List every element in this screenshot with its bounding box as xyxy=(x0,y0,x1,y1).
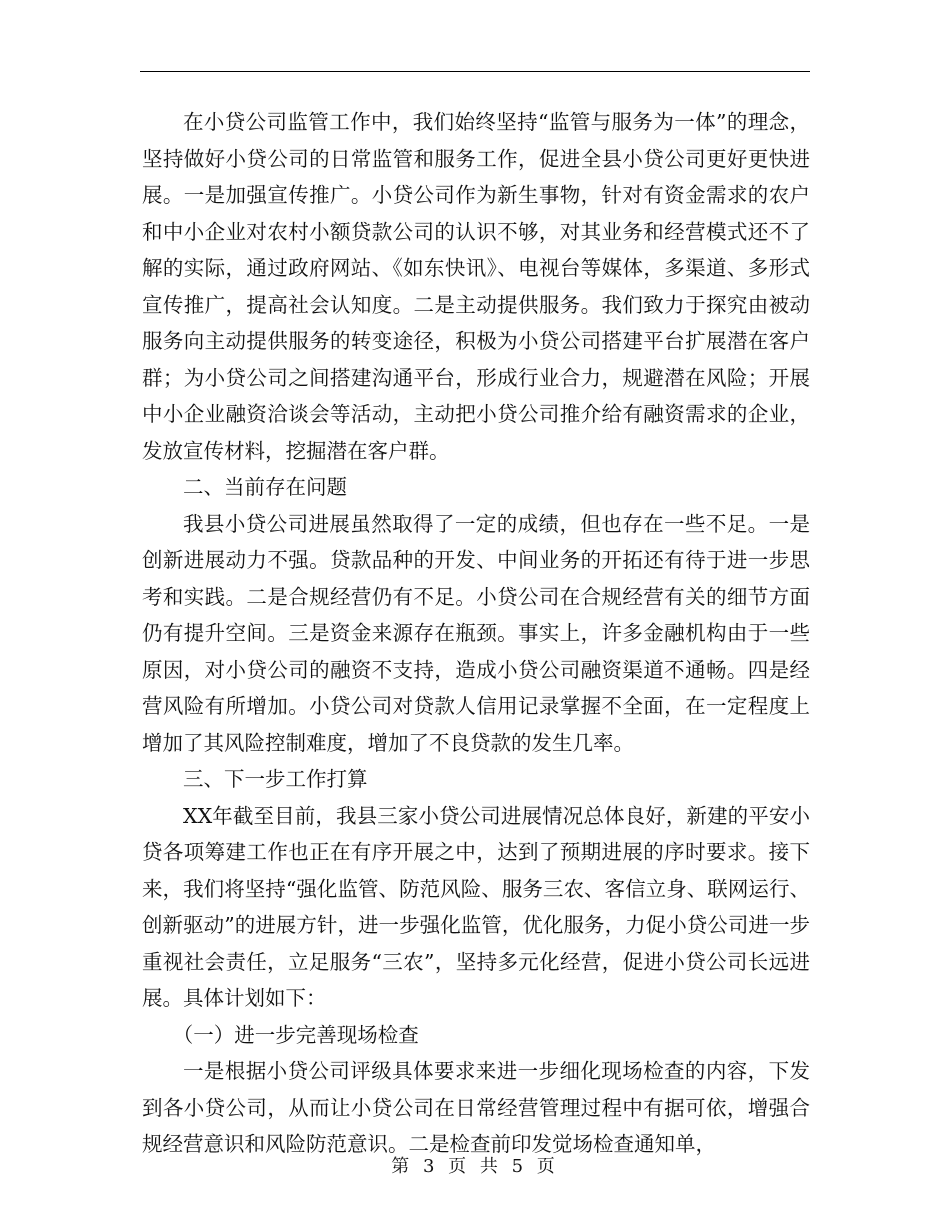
body-paragraph: 一是根据小贷公司评级具体要求来进一步细化现场检查的内容，下发到各小贷公司，从而让小贷公司在日常经营管理过程中有据可依，增强合规经营意识和风险防范意识。二是检查前印发觉场检查通知单， xyxy=(142,1059,810,1156)
body-paragraph: 在小贷公司监管工作中，我们始终坚持“监管与服务为一体”的理念，坚持做好小贷公司的日常监管和服务工作，促进全县小贷公司更好更快进展。一是加强宣传推广。小贷公司作为新生事物，针对有资金需求的农户和中小企业对农村小额贷款公司的认识不够，对其业务和经营模式还不了解的实际，通过政府网站、《如东快讯》、电视台等媒体，多渠道、多形式宣传推广，提高社会认知度。二是主动提供服务。我们致力于探究由被动服务向主动提供服务的转变途径，积极为小贷公司搭建平台扩展潜在客户群；为小贷公司之间搭建沟通平台，形成行业合力，规避潜在风险；开展中小企业融资洽谈会等活动，主动把小贷公司推介给有融资需求的企业，发放宣传材料，挖掘潜在客户群。 xyxy=(142,110,810,463)
body-paragraph: XX年截至目前，我县三家小贷公司进展情况总体良好，新建的平安小贷各项筹建工作也正在有序开展之中，达到了预期进展的序时要求。接下来，我们将坚持“强化监管、防范风险、服务三农、客信立身、联网运行、创新驱动”的进展方针，进一步强化监管，优化服务，力促小贷公司进一步重视社会责任，立足服务“三农”，坚持多元化经营，促进小贷公司长远进展。具体计划如下： xyxy=(142,803,810,1010)
body-paragraph: 我县小贷公司进展虽然取得了一定的成绩，但也存在一些不足。一是创新进展动力不强。贷款品种的开发、中间业务的开拓还有待于进一步思考和实践。二是合规经营仍有不足。小贷公司在合规经营有关的细节方面仍有提升空间。三是资金来源存在瓶颈。事实上，许多金融机构由于一些原因，对小贷公司的融资不支持，造成小贷公司融资渠道不通畅。四是经营风险有所增加。小贷公司对贷款人信用记录掌握不全面，在一定程度上增加了其风险控制难度，增加了不良贷款的发生几率。 xyxy=(142,511,810,755)
section-heading: 三、下一步工作打算 xyxy=(183,767,368,791)
subsection-heading: （一）进一步完善现场检查 xyxy=(172,1022,419,1047)
header-rule xyxy=(140,71,810,72)
section-heading: 二、当前存在问题 xyxy=(183,475,347,499)
page-number-footer: 第 3 页 共 5 页 xyxy=(391,1156,559,1177)
document-body xyxy=(142,104,810,1163)
